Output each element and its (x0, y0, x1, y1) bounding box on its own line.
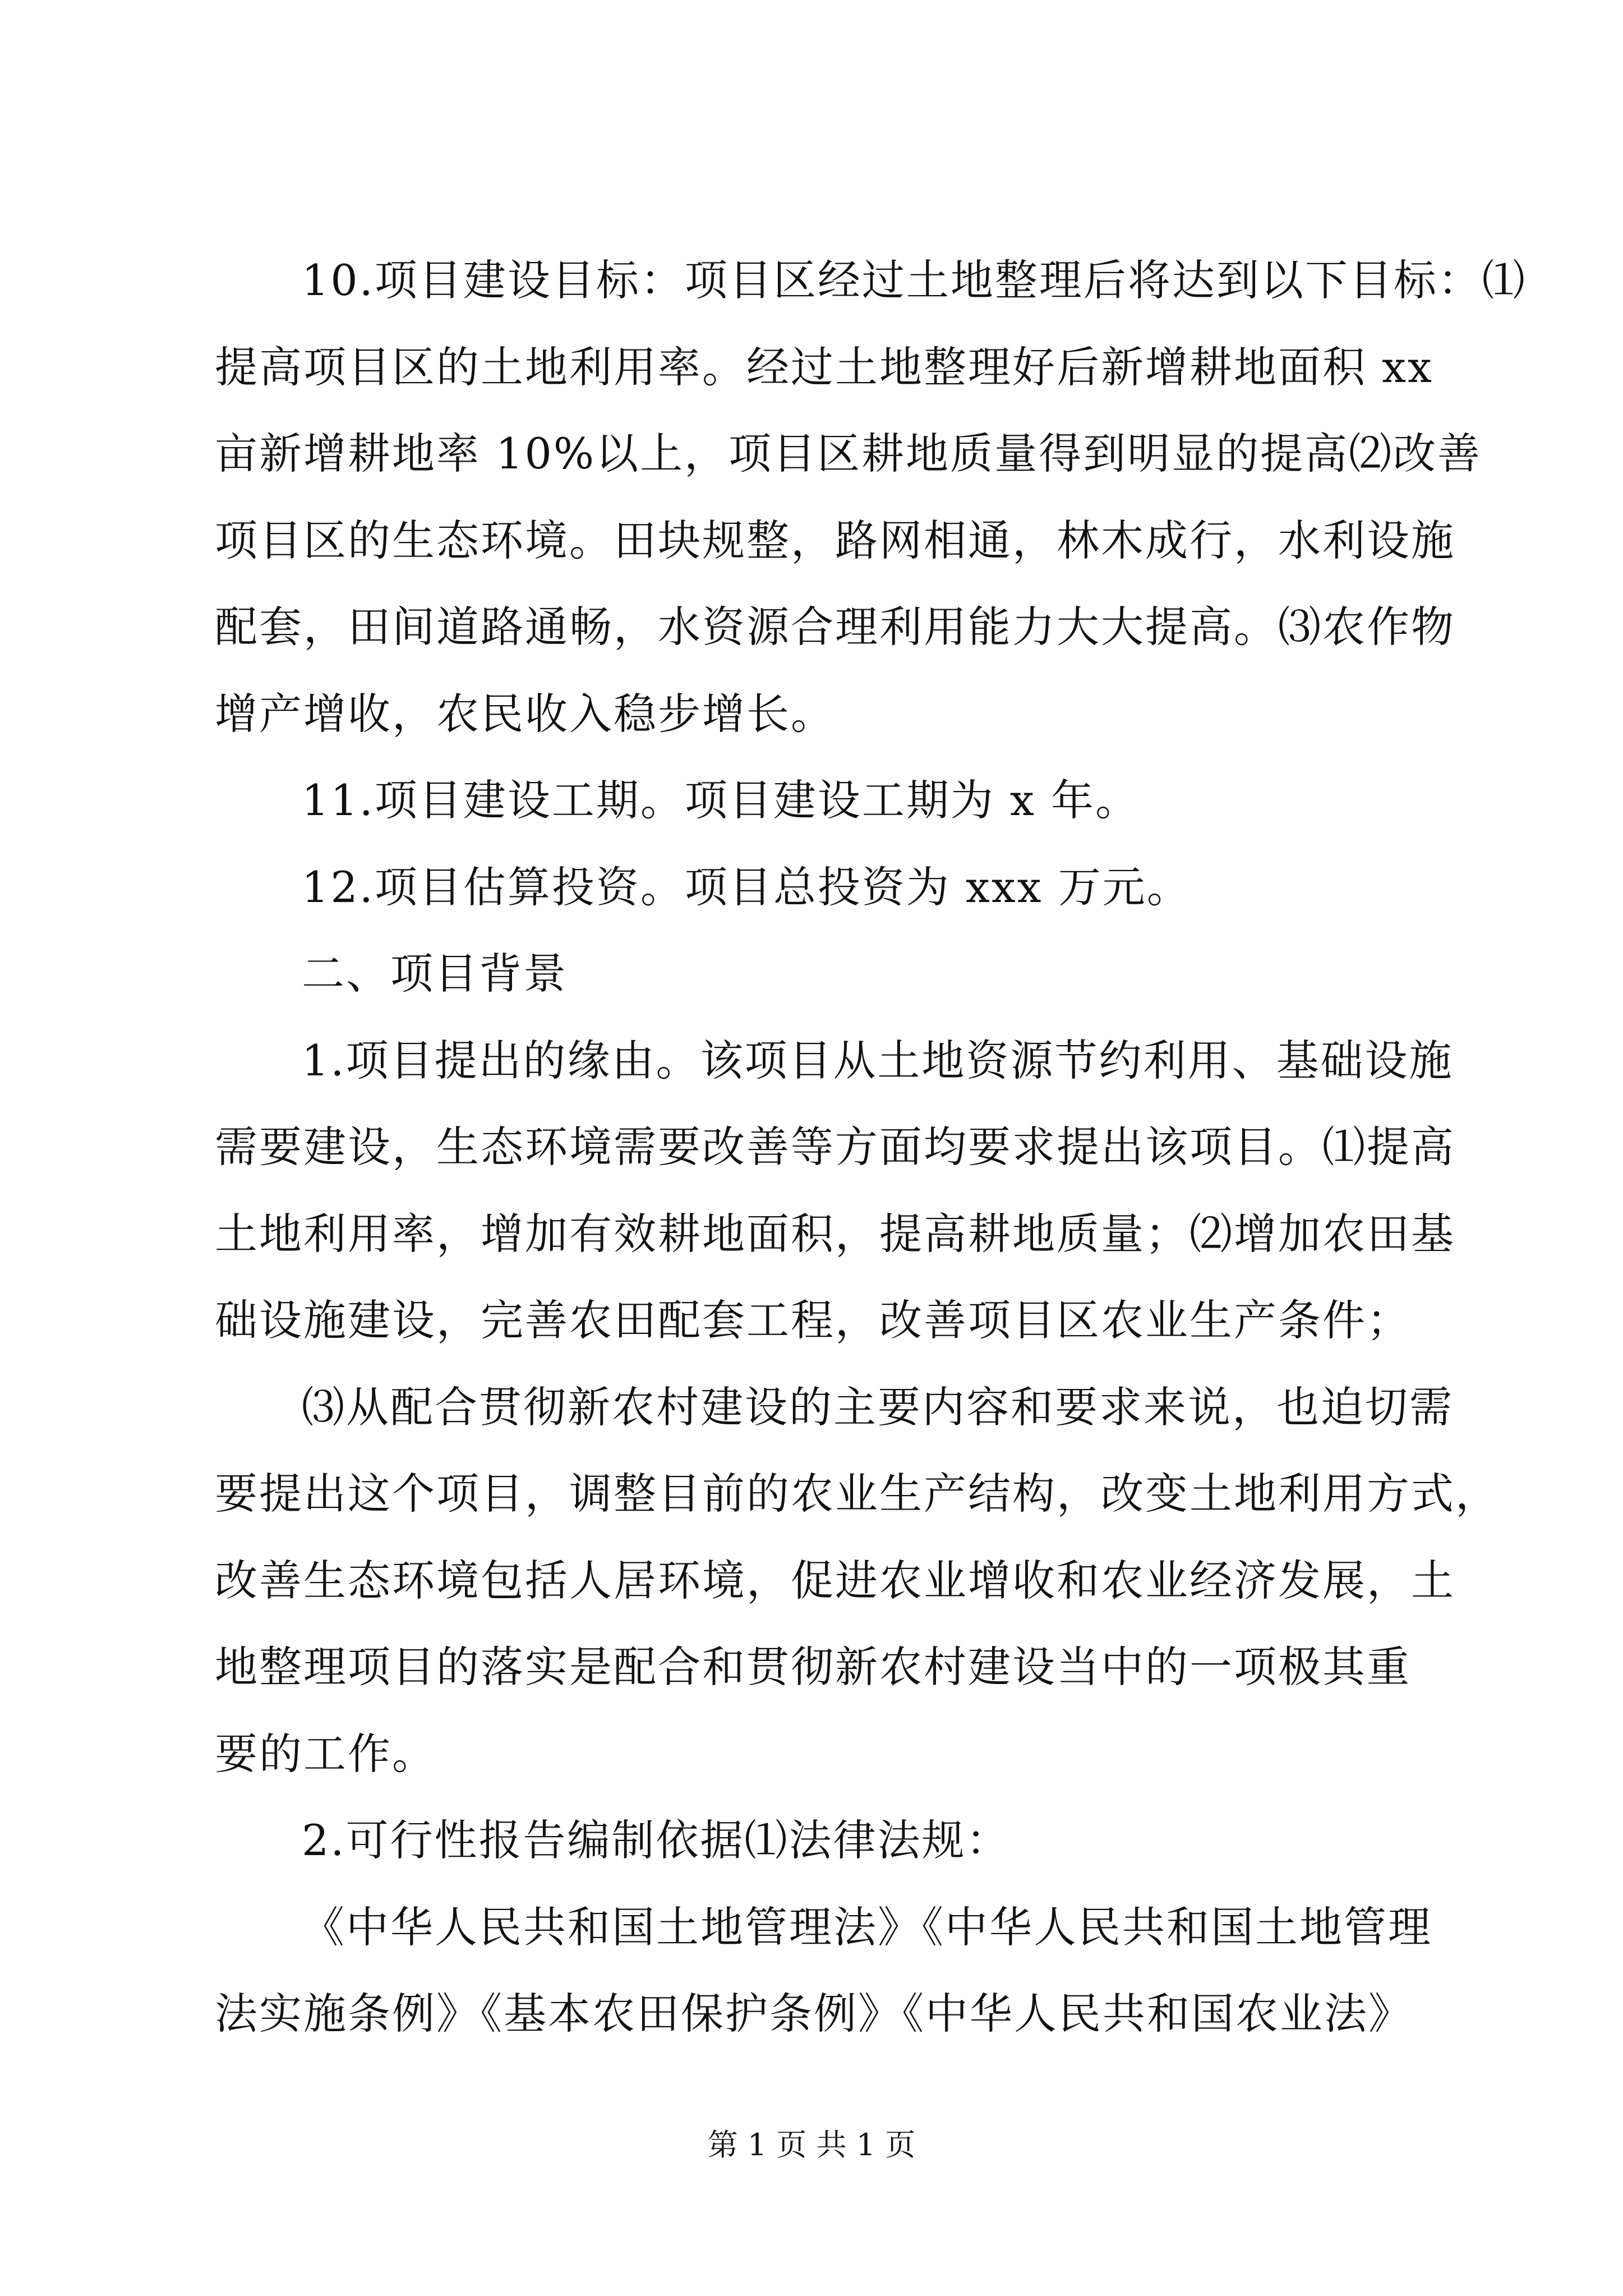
paragraph-line: 11.项目建设工期。项目建设工期为 x 年。 (302, 775, 1140, 825)
paragraph-line: 1.项目提出的缘由。该项目从土地资源节约利用、基础设施 (302, 1036, 1454, 1085)
paragraph-line: 改善生态环境包括人居环境，促进农业增收和农业经济发展，土 (215, 1556, 1455, 1605)
section-heading: 二、项目背景 (302, 949, 568, 999)
paragraph-line: 地整理项目的落实是配合和贯彻新农村建设当中的一项极其重 (215, 1642, 1411, 1692)
paragraph-line: 提高项目区的土地利用率。经过土地整理好后新增耕地面积 xx (215, 342, 1433, 392)
paragraph-line: 《中华人民共和国土地管理法》《中华人民共和国土地管理 (302, 1902, 1432, 1952)
paragraph-line: 2.可行性报告编制依据⑴法律法规： (302, 1815, 1011, 1865)
paragraph-line: 配套，田间道路通畅，水资源合理利用能力大大提高。⑶农作物 (215, 602, 1455, 652)
paragraph-line: 需要建设，生态环境需要改善等方面均要求提出该项目。⑴提高 (215, 1122, 1455, 1172)
paragraph-line: 法实施条例》《基本农田保护条例》《中华人民共和国农业法》 (215, 1989, 1413, 2039)
paragraph-line: 要提出这个项目，调整目前的农业生产结构，改变土地利用方式， (215, 1469, 1500, 1519)
paragraph-line: 10.项目建设目标：项目区经过土地整理后将达到以下目标：⑴ (302, 255, 1527, 305)
page-footer: 第 1 页 共 1 页 (707, 2127, 916, 2162)
paragraph-line: 土地利用率，增加有效耕地面积，提高耕地质量；⑵增加农田基 (215, 1209, 1455, 1259)
paragraph-line: 亩新增耕地率 10%以上，项目区耕地质量得到明显的提高⑵改善 (215, 429, 1482, 478)
paragraph-line: 要的工作。 (215, 1729, 436, 1779)
paragraph-line: 项目区的生态环境。田块规整，路网相通，林木成行，水利设施 (215, 516, 1455, 565)
paragraph-line: ⑶从配合贯彻新农村建设的主要内容和要求来说，也迫切需 (302, 1382, 1454, 1432)
paragraph-line: 12.项目估算投资。项目总投资为 xxx 万元。 (302, 862, 1191, 912)
paragraph-line: 础设施建设，完善农田配套工程，改善项目区农业生产条件； (215, 1295, 1411, 1345)
paragraph-line: 增产增收，农民收入稳步增长。 (215, 689, 835, 739)
